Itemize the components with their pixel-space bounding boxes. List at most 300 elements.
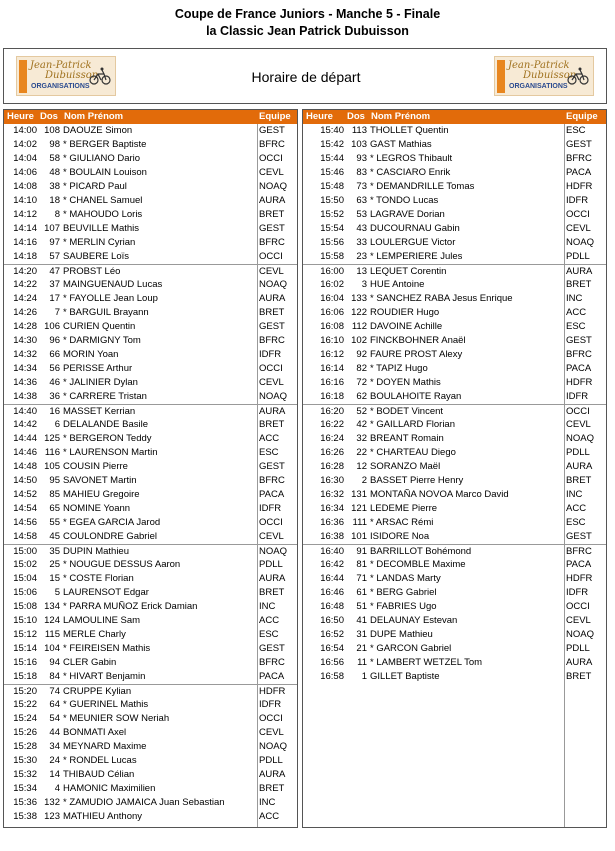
team-code: IDFR xyxy=(566,391,589,402)
start-time: 15:18 xyxy=(13,671,37,682)
rider-name: * LAMBERT WETZEL Tom xyxy=(370,657,483,668)
team-code: ESC xyxy=(566,125,586,136)
start-time: 16:20 xyxy=(320,406,344,417)
team-code: HDFR xyxy=(566,181,593,192)
team-code: GEST xyxy=(566,139,592,150)
start-time: 14:14 xyxy=(13,223,37,234)
bib-number: 21 xyxy=(356,643,367,654)
table-row xyxy=(303,334,606,348)
rider-name: * LEGROS Thibault xyxy=(370,153,453,164)
bib-number: 84 xyxy=(49,671,60,682)
team-code: NOAQ xyxy=(259,546,287,557)
table-row xyxy=(303,446,606,460)
rider-name: * GAILLARD Florian xyxy=(370,419,456,430)
team-code: BFRC xyxy=(259,657,285,668)
start-time: 15:00 xyxy=(13,546,37,557)
team-code: OCCI xyxy=(566,601,590,612)
bib-number: 72 xyxy=(356,377,367,388)
bib-number: 47 xyxy=(49,266,60,277)
team-code: AURA xyxy=(259,406,286,417)
rider-name: * GARCON Gabriel xyxy=(370,643,452,654)
table-row xyxy=(303,194,606,208)
team-code: AURA xyxy=(566,266,593,277)
rider-name: * FABRIES Ugo xyxy=(370,601,437,612)
bib-number: 97 xyxy=(49,237,60,248)
bib-number: 3 xyxy=(361,279,367,290)
team-code: CEVL xyxy=(566,419,591,430)
team-code: AURA xyxy=(566,657,593,668)
rider-name: * BODET Vincent xyxy=(370,406,444,417)
rider-name: CURIEN Quentin xyxy=(63,321,136,332)
col-equipe: Equipe xyxy=(259,111,291,122)
table-row xyxy=(4,418,297,432)
team-code: CEVL xyxy=(259,377,284,388)
cyclist-icon xyxy=(567,67,589,85)
team-code: OCCI xyxy=(259,713,283,724)
team-code: GEST xyxy=(259,461,285,472)
team-code: NOAQ xyxy=(259,279,287,290)
bib-number: 55 xyxy=(49,517,60,528)
rider-name: * TONDO Lucas xyxy=(370,195,439,206)
rider-name: * MAHOUDO Loris xyxy=(63,209,143,220)
table-row xyxy=(4,740,297,754)
team-code: BRET xyxy=(566,475,592,486)
rider-name: * JALINIER Dylan xyxy=(63,377,138,388)
bib-number: 24 xyxy=(49,755,60,766)
table-header xyxy=(4,110,297,124)
start-time: 14:52 xyxy=(13,489,37,500)
team-code: NOAQ xyxy=(566,433,594,444)
rider-name: * GUERINEL Mathis xyxy=(63,699,149,710)
team-code: PDLL xyxy=(566,447,590,458)
table-row xyxy=(4,306,297,320)
start-time: 16:48 xyxy=(320,601,344,612)
start-time: 14:36 xyxy=(13,377,37,388)
table-row xyxy=(303,180,606,194)
start-time: 15:02 xyxy=(13,559,37,570)
table-row xyxy=(4,362,297,376)
team-code: ACC xyxy=(566,503,587,514)
table-row xyxy=(303,670,606,684)
team-code: NOAQ xyxy=(566,237,594,248)
team-code: NOAQ xyxy=(566,629,594,640)
team-code: HDFR xyxy=(566,377,593,388)
start-time: 14:48 xyxy=(13,461,37,472)
bib-number: 64 xyxy=(49,699,60,710)
start-time: 14:40 xyxy=(13,406,37,417)
team-code: ACC xyxy=(259,433,280,444)
start-time: 14:02 xyxy=(13,139,37,150)
start-time: 16:12 xyxy=(320,349,344,360)
start-time: 14:30 xyxy=(13,335,37,346)
team-code: BRET xyxy=(259,209,285,220)
table-row xyxy=(4,250,297,264)
rider-name: MORIN Yoan xyxy=(63,349,119,360)
start-time: 14:28 xyxy=(13,321,37,332)
team-code: OCCI xyxy=(566,406,590,417)
bib-number: 7 xyxy=(54,307,60,318)
table-header xyxy=(303,110,606,124)
bib-number: 96 xyxy=(49,335,60,346)
rider-name: * MERLIN Cyrian xyxy=(63,237,136,248)
team-code: BRET xyxy=(259,419,285,430)
bib-number: 41 xyxy=(356,615,367,626)
bib-number: 44 xyxy=(49,727,60,738)
start-time: 15:20 xyxy=(13,686,37,697)
bib-number: 33 xyxy=(356,237,367,248)
bib-number: 15 xyxy=(49,573,60,584)
team-code: BRET xyxy=(259,307,285,318)
team-code: CEVL xyxy=(566,615,591,626)
rider-name: CLER Gabin xyxy=(63,657,117,668)
bib-number: 22 xyxy=(356,447,367,458)
start-time: 15:08 xyxy=(13,601,37,612)
rider-name: * FEIREISEN Mathis xyxy=(63,643,151,654)
rider-name: * ARSAC Rémi xyxy=(370,517,434,528)
bib-number: 2 xyxy=(361,475,367,486)
bib-number: 134 xyxy=(44,601,60,612)
col-heure: Heure xyxy=(306,111,333,122)
start-time: 14:38 xyxy=(13,391,37,402)
table-row xyxy=(303,306,606,320)
table-row xyxy=(4,586,297,600)
bib-number: 74 xyxy=(49,686,60,697)
start-time: 15:48 xyxy=(320,181,344,192)
bib-number: 102 xyxy=(351,335,367,346)
rider-name: SAVONET Martin xyxy=(63,475,137,486)
table-row xyxy=(303,432,606,446)
bib-number: 124 xyxy=(44,615,60,626)
bib-number: 32 xyxy=(356,433,367,444)
team-code: BRET xyxy=(566,671,592,682)
start-time: 14:26 xyxy=(13,307,37,318)
bib-number: 73 xyxy=(356,181,367,192)
rider-name: PERISSE Arthur xyxy=(63,363,133,374)
table-row xyxy=(4,390,297,404)
team-code: OCCI xyxy=(259,153,283,164)
team-code: PACA xyxy=(566,167,592,178)
rider-name: BASSET Pierre Henry xyxy=(370,475,464,486)
start-time: 14:10 xyxy=(13,195,37,206)
bib-number: 45 xyxy=(49,531,60,542)
team-code: PACA xyxy=(259,489,285,500)
team-code: PDLL xyxy=(566,643,590,654)
bib-number: 115 xyxy=(44,629,60,640)
start-time: 15:58 xyxy=(320,251,344,262)
rider-name: THIBAUD Célian xyxy=(63,769,135,780)
bib-number: 48 xyxy=(49,167,60,178)
start-list-left xyxy=(3,109,298,828)
team-code: IDFR xyxy=(566,195,589,206)
bib-number: 63 xyxy=(356,195,367,206)
bib-number: 133 xyxy=(351,293,367,304)
table-row xyxy=(303,138,606,152)
table-row xyxy=(303,544,606,558)
team-code: GEST xyxy=(566,531,592,542)
start-time: 15:54 xyxy=(320,223,344,234)
table-row xyxy=(4,768,297,782)
team-code: IDFR xyxy=(259,503,282,514)
rider-name: * MEUNIER SOW Neriah xyxy=(63,713,170,724)
bib-number: 101 xyxy=(351,531,367,542)
rider-name: THOLLET Quentin xyxy=(370,125,449,136)
bib-number: 36 xyxy=(49,391,60,402)
rider-name: ISIDORE Noa xyxy=(370,531,430,542)
table-row xyxy=(4,152,297,166)
table-row xyxy=(303,460,606,474)
logo-text-line2: Dubuisson xyxy=(45,70,99,81)
rider-name: HAMONIC Maximilien xyxy=(63,783,156,794)
table-row xyxy=(4,810,297,824)
team-code: AURA xyxy=(259,769,286,780)
rider-name: BEUVILLE Mathis xyxy=(63,223,140,234)
bib-number: 66 xyxy=(49,349,60,360)
bib-number: 108 xyxy=(44,125,60,136)
table-row xyxy=(4,404,297,418)
team-code: GEST xyxy=(259,321,285,332)
start-time: 16:46 xyxy=(320,587,344,598)
team-code: PACA xyxy=(259,671,285,682)
rider-name: NOMINE Yoann xyxy=(63,503,131,514)
rider-name: COULONDRE Gabriel xyxy=(63,531,157,542)
rider-name: * PARRA MUÑOZ Erick Damian xyxy=(63,601,198,612)
table-row xyxy=(303,166,606,180)
start-time: 14:46 xyxy=(13,447,37,458)
table-row xyxy=(303,488,606,502)
bib-number: 51 xyxy=(356,601,367,612)
start-time: 15:30 xyxy=(13,755,37,766)
team-code: CEVL xyxy=(259,727,284,738)
start-time: 15:24 xyxy=(13,713,37,724)
table-row xyxy=(4,348,297,362)
bib-number: 95 xyxy=(49,475,60,486)
start-time: 14:44 xyxy=(13,433,37,444)
rider-name: * BERG Gabriel xyxy=(370,587,437,598)
rider-name: FAURE PROST Alexy xyxy=(370,349,463,360)
bib-number: 6 xyxy=(54,419,60,430)
table-row xyxy=(303,348,606,362)
rider-name: LAURENSOT Edgar xyxy=(63,587,149,598)
table-row xyxy=(303,264,606,278)
bib-number: 104 xyxy=(44,643,60,654)
rider-name: * GIULIANO Dario xyxy=(63,153,141,164)
table-row xyxy=(4,124,297,138)
rider-name: SAUBERE Loïs xyxy=(63,251,129,262)
start-time: 14:54 xyxy=(13,503,37,514)
table-row xyxy=(303,474,606,488)
team-code: BFRC xyxy=(566,546,592,557)
start-time: 16:14 xyxy=(320,363,344,374)
start-time: 16:50 xyxy=(320,615,344,626)
table-row xyxy=(4,222,297,236)
team-code: BRET xyxy=(259,587,285,598)
team-code: HDFR xyxy=(259,686,286,697)
rider-name: MATHIEU Anthony xyxy=(63,811,143,822)
bib-number: 1 xyxy=(361,671,367,682)
bib-number: 42 xyxy=(356,419,367,430)
bib-number: 65 xyxy=(49,503,60,514)
logo-text-line2: Dubuisson xyxy=(523,70,577,81)
team-code: PDLL xyxy=(566,251,590,262)
start-time: 15:34 xyxy=(13,783,37,794)
table-row xyxy=(303,586,606,600)
team-code: BFRC xyxy=(566,349,592,360)
start-time: 14:50 xyxy=(13,475,37,486)
document-title: Coupe de France Juniors - Manche 5 - Finale xyxy=(174,7,441,21)
table-row xyxy=(4,208,297,222)
team-code: NOAQ xyxy=(259,391,287,402)
start-time: 15:38 xyxy=(13,811,37,822)
bib-number: 71 xyxy=(356,573,367,584)
team-code: PACA xyxy=(566,363,592,374)
bib-number: 98 xyxy=(49,139,60,150)
team-code: INC xyxy=(259,797,276,808)
team-code: ESC xyxy=(259,629,279,640)
rider-name: MONTAÑA NOVOA Marco David xyxy=(370,489,509,500)
start-time: 16:06 xyxy=(320,307,344,318)
header-box xyxy=(3,48,607,104)
table-row xyxy=(4,558,297,572)
table-row xyxy=(4,796,297,810)
start-time: 16:00 xyxy=(320,266,344,277)
bib-number: 38 xyxy=(49,181,60,192)
bib-number: 5 xyxy=(54,587,60,598)
table-row xyxy=(303,502,606,516)
rider-name: LEQUET Corentin xyxy=(370,266,447,277)
team-code: CEVL xyxy=(259,531,284,542)
team-code: INC xyxy=(566,293,583,304)
start-time: 16:16 xyxy=(320,377,344,388)
table-row xyxy=(4,516,297,530)
table-row xyxy=(4,278,297,292)
rider-name: * DOYEN Mathis xyxy=(370,377,441,388)
rider-name: * LEMPERIERE Jules xyxy=(370,251,463,262)
bib-number: 131 xyxy=(351,489,367,500)
start-time: 16:30 xyxy=(320,475,344,486)
team-code: BFRC xyxy=(566,153,592,164)
bib-number: 106 xyxy=(44,321,60,332)
start-time: 14:56 xyxy=(13,517,37,528)
logo-text-line1: Jean-Patrick xyxy=(30,60,92,71)
rider-name: DUCOURNAU Gabin xyxy=(370,223,460,234)
bib-number: 57 xyxy=(49,251,60,262)
table-row xyxy=(4,446,297,460)
rider-name: * PICARD Paul xyxy=(63,181,127,192)
rider-name: MAINGUENAUD Lucas xyxy=(63,279,163,290)
bib-number: 112 xyxy=(351,321,367,332)
table-row xyxy=(4,600,297,614)
rider-name: LAGRAVE Dorian xyxy=(370,209,445,220)
start-time: 15:40 xyxy=(320,125,344,136)
start-time: 16:22 xyxy=(320,419,344,430)
start-time: 15:06 xyxy=(13,587,37,598)
bib-number: 91 xyxy=(356,546,367,557)
table-row xyxy=(4,628,297,642)
rider-name: * EGEA GARCIA Jarod xyxy=(63,517,161,528)
team-code: GEST xyxy=(259,643,285,654)
start-time: 16:10 xyxy=(320,335,344,346)
logo-text-line3: ORGANISATIONS xyxy=(31,83,90,90)
rider-name: DUPIN Mathieu xyxy=(63,546,129,557)
start-time: 15:28 xyxy=(13,741,37,752)
table-row xyxy=(4,432,297,446)
start-time: 14:00 xyxy=(13,125,37,136)
start-time: 14:22 xyxy=(13,279,37,290)
col-nom: Nom Prénom xyxy=(371,111,431,122)
bib-number: 103 xyxy=(351,139,367,150)
table-row xyxy=(4,488,297,502)
logo-side-band xyxy=(497,60,505,93)
start-time: 15:04 xyxy=(13,573,37,584)
table-row xyxy=(303,124,606,138)
team-code: IDFR xyxy=(566,587,589,598)
bib-number: 8 xyxy=(54,209,60,220)
table-row xyxy=(4,292,297,306)
start-time: 15:10 xyxy=(13,615,37,626)
team-code: ESC xyxy=(259,447,279,458)
table-row xyxy=(4,684,297,698)
col-dos: Dos xyxy=(347,111,365,122)
rider-name: * NOUGUE DESSUS Aaron xyxy=(63,559,181,570)
document-subtitle: la Classic Jean Patrick Dubuisson xyxy=(206,24,409,38)
start-time: 15:44 xyxy=(320,153,344,164)
start-time: 15:26 xyxy=(13,727,37,738)
team-code: CEVL xyxy=(259,266,284,277)
bib-number: 83 xyxy=(356,167,367,178)
start-time: 15:16 xyxy=(13,657,37,668)
team-code: BRET xyxy=(566,279,592,290)
rider-name: MEYNARD Maxime xyxy=(63,741,147,752)
team-code: CEVL xyxy=(566,223,591,234)
start-time: 16:34 xyxy=(320,503,344,514)
start-time: 16:56 xyxy=(320,657,344,668)
bib-number: 125 xyxy=(44,433,60,444)
table-row xyxy=(4,572,297,586)
bib-number: 4 xyxy=(54,783,60,794)
col-nom: Nom Prénom xyxy=(64,111,124,122)
rider-name: * RONDEL Lucas xyxy=(63,755,137,766)
table-row xyxy=(303,642,606,656)
table-row xyxy=(303,292,606,306)
table-row xyxy=(303,628,606,642)
start-time: 16:32 xyxy=(320,489,344,500)
start-time: 15:52 xyxy=(320,209,344,220)
table-row xyxy=(4,264,297,278)
team-code: BFRC xyxy=(259,139,285,150)
bib-number: 85 xyxy=(49,489,60,500)
table-row xyxy=(4,502,297,516)
start-time: 15:36 xyxy=(13,797,37,808)
rider-name: BREANT Romain xyxy=(370,433,444,444)
rider-name: * ZAMUDIO JAMAICA Juan Sebastian xyxy=(63,797,225,808)
rider-name: MAHIEU Gregoire xyxy=(63,489,140,500)
team-code: ESC xyxy=(566,517,586,528)
rider-name: * COSTE Florian xyxy=(63,573,134,584)
bib-number: 43 xyxy=(356,223,367,234)
start-time: 16:54 xyxy=(320,643,344,654)
start-list-right xyxy=(302,109,607,828)
team-code: ACC xyxy=(259,811,280,822)
rider-name: * CHANEL Samuel xyxy=(63,195,143,206)
start-time: 14:20 xyxy=(13,266,37,277)
table-row xyxy=(4,334,297,348)
rider-name: PROBST Léo xyxy=(63,266,121,277)
rider-name: * DEMANDRILLE Tomas xyxy=(370,181,475,192)
table-row xyxy=(303,236,606,250)
bib-number: 14 xyxy=(49,769,60,780)
rider-name: FINCKBOHNER Anaël xyxy=(370,335,466,346)
team-code: PDLL xyxy=(259,755,283,766)
